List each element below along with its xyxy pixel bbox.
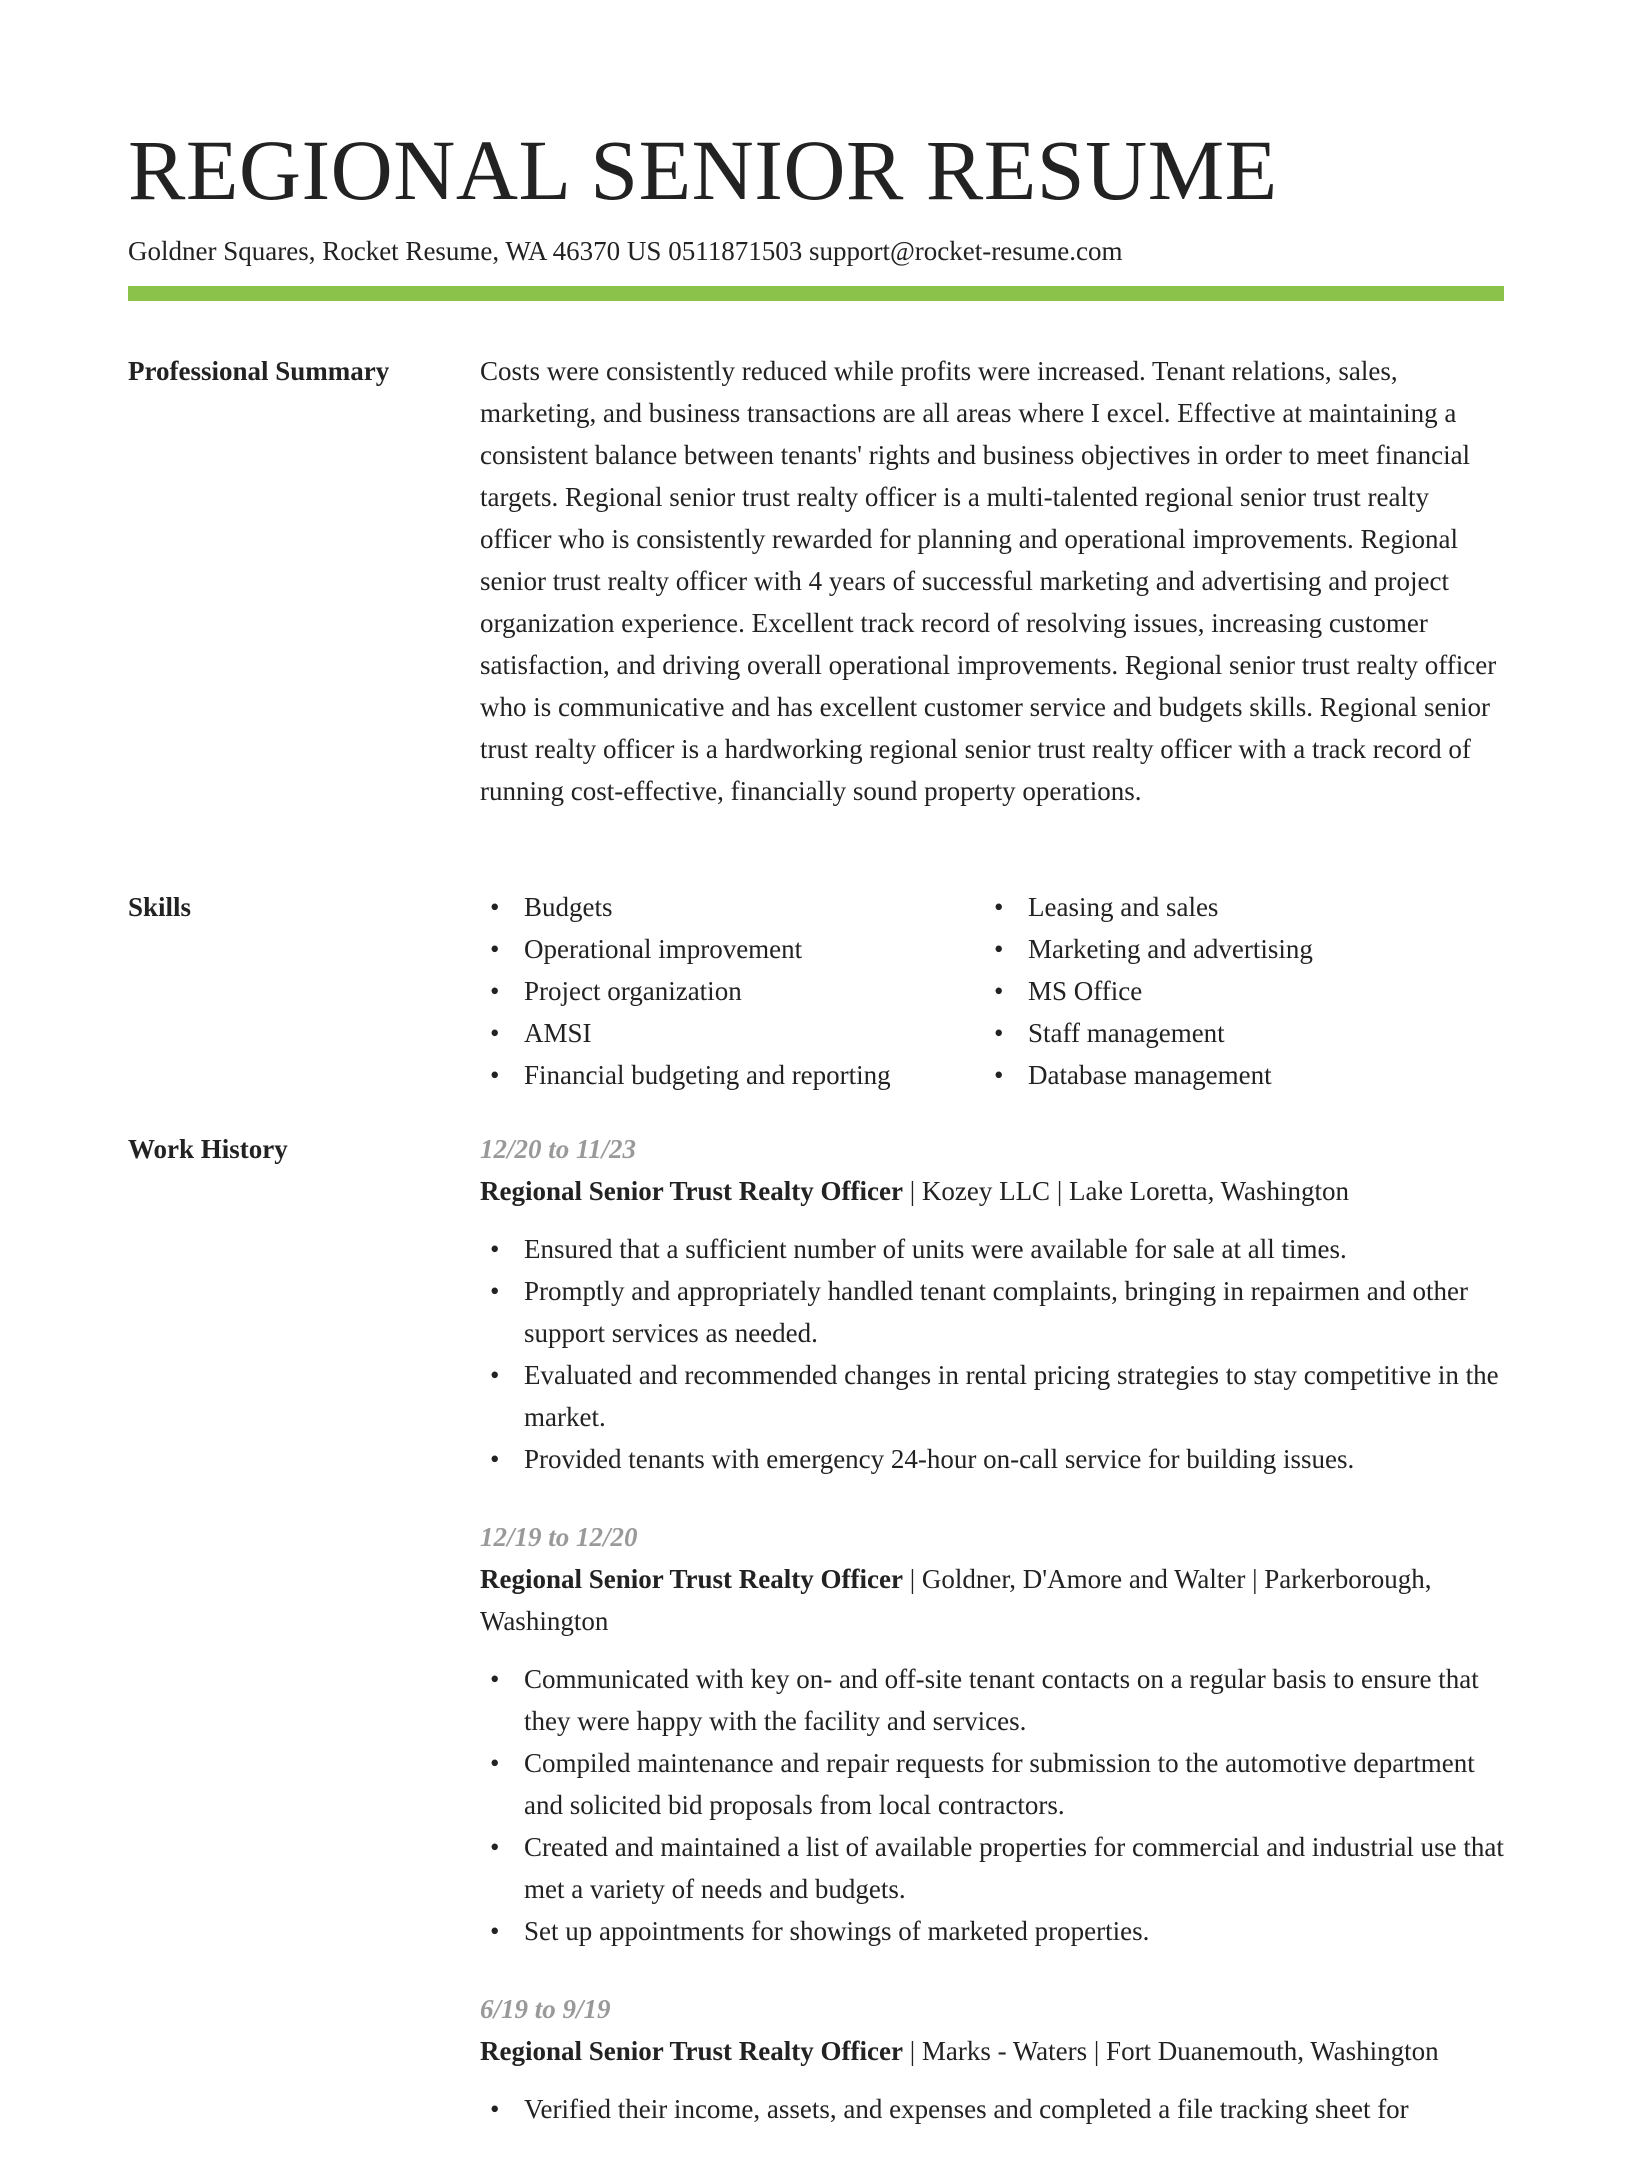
job-details: | Marks - Waters | Fort Duanemouth, Washington	[902, 2036, 1439, 2066]
skill-item: • Marketing and advertising	[984, 928, 1488, 970]
skills-list-right	[984, 886, 1488, 1096]
resume-name: REGIONAL SENIOR RESUME	[128, 122, 1278, 218]
job-title: Regional Senior Trust Realty Officer	[480, 1564, 903, 1594]
job-bullets	[480, 1658, 1504, 1952]
skill-item: • Financial budgeting and reporting	[480, 1054, 984, 1096]
job-heading	[480, 1170, 1504, 1212]
skill-item: • Budgets	[480, 886, 984, 928]
resume-header	[128, 118, 1504, 268]
job-bullet: • Evaluated and recommended changes in rental pricing strategies to stay competitive in the market.	[480, 1354, 1504, 1438]
accent-divider	[128, 286, 1504, 301]
skill-item: • Staff management	[984, 1012, 1488, 1054]
job-entry	[480, 1128, 1504, 1480]
job-entry	[480, 1516, 1504, 1952]
job-details: | Kozey LLC | Lake Loretta, Washington	[902, 1176, 1349, 1206]
job-title: Regional Senior Trust Realty Officer	[480, 1176, 903, 1206]
job-bullet: • Ensured that a sufficient number of units were available for sale at all times.	[480, 1228, 1504, 1270]
job-entry	[480, 1988, 1504, 2130]
job-bullet: • Communicated with key on- and off-site tenant contacts on a regular basis to ensure that they were happy with the facility and services.	[480, 1658, 1504, 1742]
skill-item: • MS Office	[984, 970, 1488, 1012]
job-heading	[480, 2030, 1504, 2072]
skill-item: • Leasing and sales	[984, 886, 1488, 928]
skills-heading: Skills	[128, 892, 192, 922]
job-bullet: • Created and maintained a list of available properties for commercial and industrial use that met a variety of needs and budgets.	[480, 1826, 1504, 1910]
skill-item: • Operational improvement	[480, 928, 984, 970]
skills-columns	[480, 886, 1504, 1096]
skill-item: • Database management	[984, 1054, 1488, 1096]
job-bullets	[480, 1228, 1504, 1480]
jobs-list	[480, 1128, 1504, 2166]
skill-item: • Project organization	[480, 970, 984, 1012]
job-heading	[480, 1558, 1504, 1642]
job-bullet: • Set up appointments for showings of marketed properties.	[480, 1910, 1504, 1952]
contact-line: Goldner Squares, Rocket Resume, WA 46370 US 0511871503 support@rocket-resume.com	[128, 236, 1123, 266]
skills-list-left	[480, 886, 984, 1096]
summary-text: Costs were consistently reduced while profits were increased. Tenant relations, sales, marketing, and business transactions are all areas where I excel. Effective at maintaining a consistent balance between tenants' rights and business objectives in order to meet financial targets. Regional senior trust realty officer is a multi-talented regional senior trust realty officer who is consistently rewarded for planning and operational improvements. Regional senior trust realty officer with 4 years of successful marketing and advertising and project organization experience. Excellent track record of resolving issues, increasing customer satisfaction, and driving overall operational improvements. Regional senior trust realty officer who is communicative and has excellent customer service and budgets skills. Regional senior trust realty officer is a hardworking regional senior trust realty officer with a track record of running cost-effective, financially sound property operations.	[480, 356, 1497, 806]
job-dates: 6/19 to 9/19	[480, 1994, 611, 2024]
job-bullet: • Promptly and appropriately handled tenant complaints, bringing in repairmen and other support services as needed.	[480, 1270, 1504, 1354]
work-history-heading: Work History	[128, 1134, 288, 1164]
summary-heading: Professional Summary	[128, 356, 390, 386]
job-dates: 12/19 to 12/20	[480, 1522, 638, 1552]
skill-item: • AMSI	[480, 1012, 984, 1054]
job-title: Regional Senior Trust Realty Officer	[480, 2036, 903, 2066]
job-bullet: • Provided tenants with emergency 24-hour on-call service for building issues.	[480, 1438, 1504, 1480]
job-bullet: • Compiled maintenance and repair requests for submission to the automotive department and solicited bid proposals from local contractors.	[480, 1742, 1504, 1826]
job-bullet: • Verified their income, assets, and expenses and completed a file tracking sheet for	[480, 2088, 1504, 2130]
job-details: | Goldner, D'Amore and Walter | Parkerborough, Washington	[480, 1564, 1432, 1636]
job-bullets	[480, 2088, 1504, 2130]
job-dates: 12/20 to 11/23	[480, 1134, 637, 1164]
